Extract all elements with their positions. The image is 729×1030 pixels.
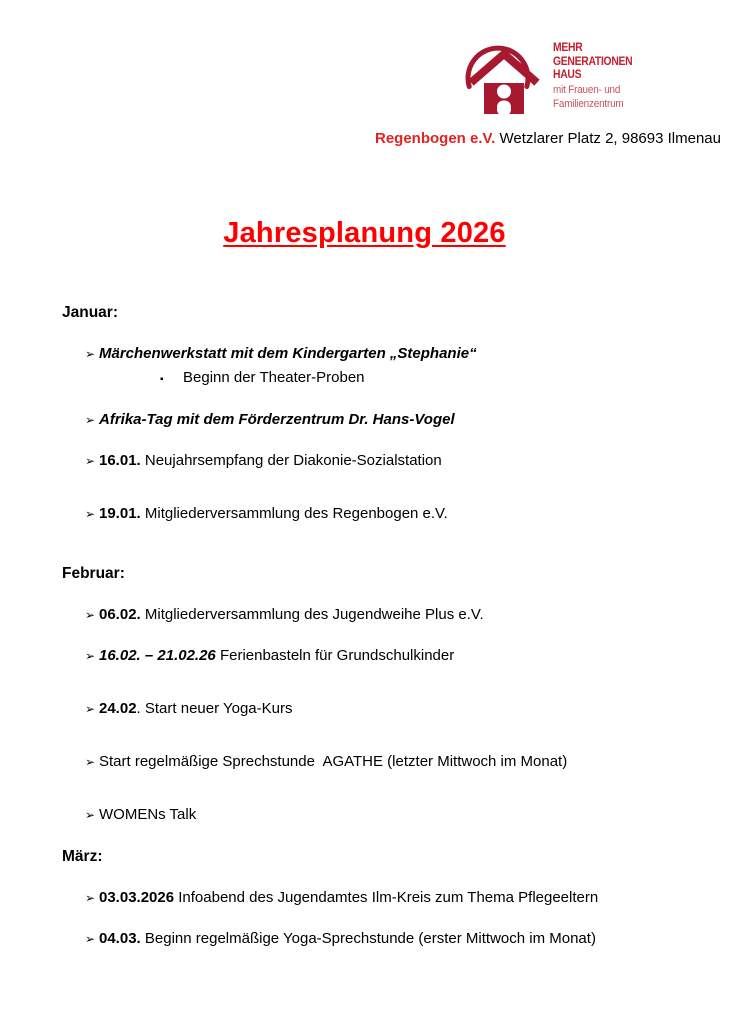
list-item bbox=[62, 452, 699, 470]
section-heading: Januar: bbox=[62, 304, 118, 321]
section-heading: Februar: bbox=[62, 565, 125, 582]
section-heading: März: bbox=[62, 848, 103, 865]
list-item bbox=[62, 345, 699, 363]
arrow-bullet-icon: ➢ bbox=[85, 413, 96, 427]
org-address-line bbox=[375, 130, 721, 147]
item-text bbox=[99, 411, 455, 429]
item-prefix: Märchenwerkstatt mit dem Kindergarten „Stephanie“ bbox=[99, 345, 477, 362]
sub-list-item bbox=[62, 369, 699, 388]
arrow-bullet-icon: ➢ bbox=[85, 891, 96, 905]
list-item bbox=[62, 753, 699, 771]
arrow-bullet-icon: ➢ bbox=[85, 454, 96, 468]
item-text: WOMENs Talk bbox=[99, 806, 197, 823]
org-name: Regenbogen e.V. bbox=[375, 130, 496, 147]
list-item bbox=[62, 700, 699, 718]
square-bullet-icon: ▪ bbox=[160, 374, 164, 385]
sub-item-text: Beginn der Theater-Proben bbox=[183, 369, 365, 386]
org-address: Wetzlarer Platz 2, 98693 Ilmenau bbox=[495, 130, 721, 147]
month-section bbox=[62, 848, 699, 948]
item-prefix: 19.01. bbox=[99, 505, 141, 522]
mgh-logo-text bbox=[553, 38, 632, 111]
item-text: Start regelmäßige Sprechstunde AGATHE (letzter Mittwoch im Monat) bbox=[99, 753, 568, 770]
item-text: 06.02. Mitgliederversammlung des Jugendweihe Plus e.V. bbox=[99, 606, 484, 623]
list-item bbox=[62, 606, 699, 624]
logo-line: GENERATIONEN bbox=[552, 55, 633, 68]
item-prefix: 03.03.2026 bbox=[99, 889, 175, 906]
logo-line: HAUS bbox=[552, 69, 582, 81]
list-item bbox=[62, 647, 699, 665]
page-title: Jahresplanung 2026 bbox=[223, 217, 506, 249]
item-prefix: 16.01. bbox=[99, 452, 141, 469]
item-text: 03.03.2026 Infoabend des Jugendamtes Ilm-Kreis zum Thema Pflegeeltern bbox=[99, 889, 599, 906]
month-section bbox=[62, 565, 699, 824]
item-text: 16.01. Neujahrsempfang der Diakonie-Sozialstation bbox=[99, 452, 442, 469]
mgh-house-person-icon bbox=[463, 38, 545, 116]
mgh-logo bbox=[463, 38, 641, 116]
item-prefix: 04.03. bbox=[99, 930, 141, 947]
page-header bbox=[0, 0, 729, 147]
item-prefix: 24.02 bbox=[99, 700, 137, 717]
item-text bbox=[99, 345, 477, 363]
arrow-bullet-icon: ➢ bbox=[85, 932, 96, 946]
month-section bbox=[62, 304, 699, 523]
arrow-bullet-icon: ➢ bbox=[85, 755, 96, 769]
item-text: 04.03. Beginn regelmäßige Yoga-Sprechstunde (erster Mittwoch im Monat) bbox=[99, 930, 596, 947]
list-item bbox=[62, 411, 699, 429]
logo-line: Familienzentrum bbox=[552, 97, 624, 110]
arrow-bullet-icon: ➢ bbox=[85, 808, 96, 822]
item-prefix: Afrika-Tag mit dem Förderzentrum Dr. Hans-Vogel bbox=[99, 411, 455, 428]
arrow-bullet-icon: ➢ bbox=[85, 649, 96, 663]
arrow-bullet-icon: ➢ bbox=[85, 702, 96, 716]
item-text: 24.02. Start neuer Yoga-Kurs bbox=[99, 700, 293, 717]
item-text: 19.01. Mitgliederversammlung des Regenbogen e.V. bbox=[99, 505, 448, 522]
arrow-bullet-icon: ➢ bbox=[85, 347, 96, 361]
list-item bbox=[62, 505, 699, 523]
arrow-bullet-icon: ➢ bbox=[85, 608, 96, 622]
item-prefix: 16.02. – 21.02.26 bbox=[99, 647, 216, 664]
arrow-bullet-icon: ➢ bbox=[85, 507, 96, 521]
logo-line: mit Frauen- und bbox=[552, 83, 620, 96]
item-text: 16.02. – 21.02.26 Ferienbasteln für Grundschulkinder bbox=[99, 647, 455, 664]
list-item bbox=[62, 889, 699, 907]
list-item bbox=[62, 806, 699, 824]
item-prefix: 06.02. bbox=[99, 606, 141, 623]
logo-line: MEHR bbox=[552, 42, 583, 54]
sections bbox=[0, 250, 729, 948]
list-item bbox=[62, 930, 699, 948]
